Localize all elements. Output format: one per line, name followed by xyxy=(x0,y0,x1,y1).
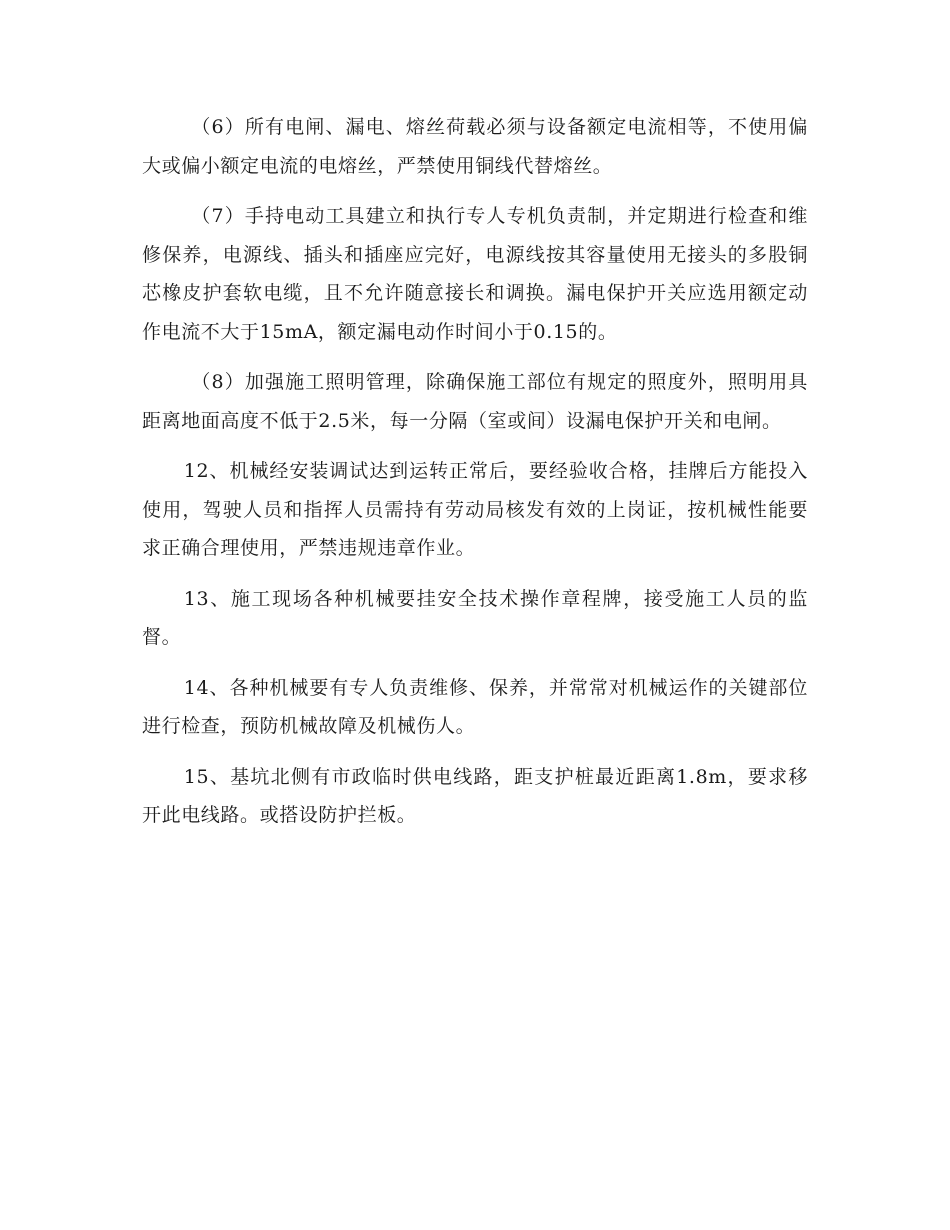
paragraph-12-machine-acceptance: 12、机械经安装调试达到运转正常后，要经验收合格，挂牌后方能投入使用，驾驶人员和指挥人员需持有劳动局核发有效的上岗证，按机械性能要求正确合理使用，严禁违规违章作业。 xyxy=(142,460,808,559)
document-body xyxy=(142,108,808,847)
paragraph-15-power-line: 15、基坑北侧有市政临时供电线路，距支护桩最近距离1.8m，要求移开此电线路。或搭设防护拦板。 xyxy=(142,765,808,826)
paragraph-13-safety-signs: 13、施工现场各种机械要挂安全技术操作章程牌，接受施工人员的监督。 xyxy=(142,587,808,648)
paragraph-8-lighting: （8）加强施工照明管理，除确保施工部位有规定的照度外，照明用具距离地面高度不低于2.5米，每一分隔（室或间）设漏电保护开关和电闸。 xyxy=(142,371,808,432)
paragraph-7-handheld-tools: （7）手持电动工具建立和执行专人专机负责制，并定期进行检查和维修保养，电源线、插头和插座应完好，电源线按其容量使用无接头的多股铜芯橡皮护套软电缆，且不允许随意接长和调换。漏电保护开关应选用额定动作电流不大于15mA，额定漏电动作时间小于0.15的。 xyxy=(142,205,808,343)
paragraph-14-maintenance: 14、各种机械要有专人负责维修、保养，并常常对机械运作的关键部位进行检查，预防机械故障及机械伤人。 xyxy=(142,676,808,737)
paragraph-6-fuse-rating: （6）所有电闸、漏电、熔丝荷载必须与设备额定电流相等，不使用偏大或偏小额定电流的电熔丝，严禁使用铜线代替熔丝。 xyxy=(142,116,808,177)
